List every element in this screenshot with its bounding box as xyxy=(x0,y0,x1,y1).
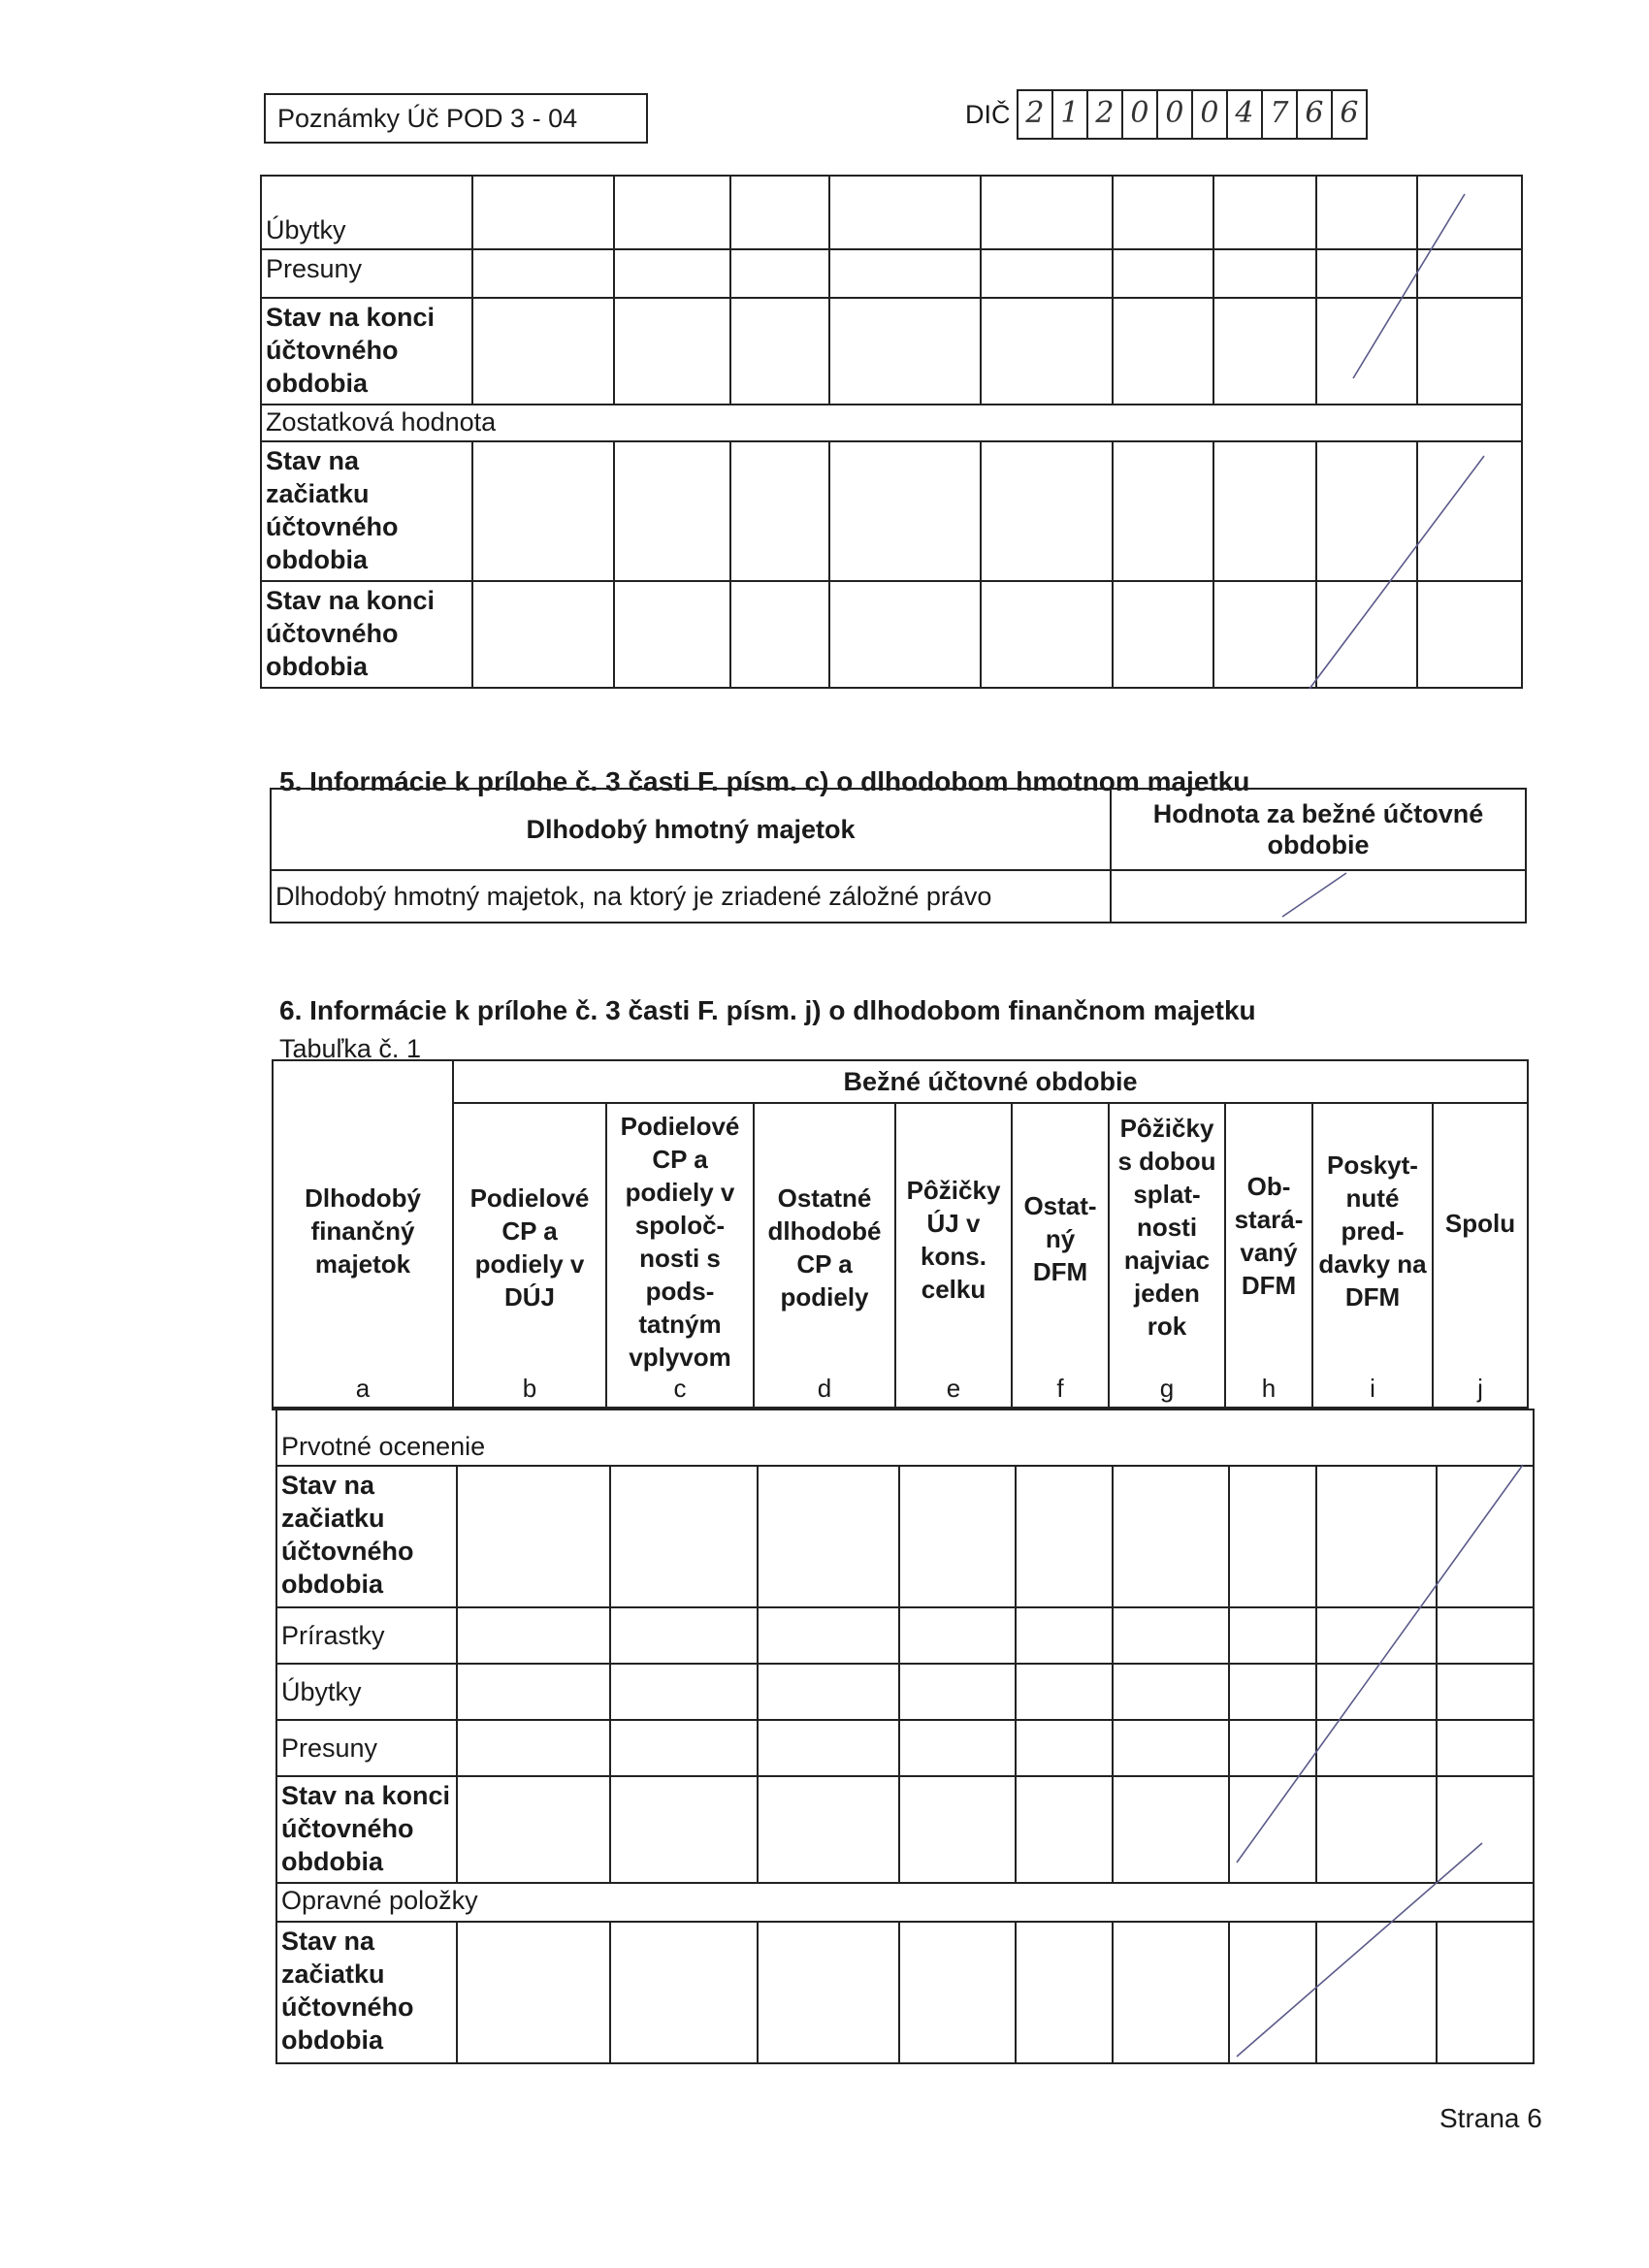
row-label: Opravné položky xyxy=(276,1883,1534,1922)
dic-digit: 0 xyxy=(1191,89,1228,140)
dic-digit: 6 xyxy=(1331,89,1368,140)
dic-digit: 6 xyxy=(1296,89,1333,140)
row-label: Stav na začiatku účtovného obdobia xyxy=(261,441,472,581)
section5-row-label: Dlhodobý hmotný majetok, na ktorý je zriadené záložné právo xyxy=(271,870,1111,923)
row-label: Prvotné ocenenie xyxy=(276,1409,1534,1466)
row-label: Stav na konci účtovného obdobia xyxy=(276,1776,457,1883)
row-label: Úbytky xyxy=(261,176,472,249)
row-label: Presuny xyxy=(261,249,472,298)
col-header: Dlhodobý finančný majetok a xyxy=(274,1061,454,1409)
dic-digit: 0 xyxy=(1121,89,1158,140)
col-header: Podielové CP a podiely v spoloč- nosti s pods- tatným vplyvom c xyxy=(607,1104,755,1409)
row-label: Stav na začiatku účtovného obdobia xyxy=(276,1922,457,2063)
col-header: Spolu j xyxy=(1434,1104,1527,1409)
col-header: Ostatné dlhodobé CP a podiely d xyxy=(755,1104,896,1409)
row-label: Stav na konci účtovného obdobia xyxy=(261,298,472,405)
dic-digit: 0 xyxy=(1156,89,1193,140)
dic-label: DIČ xyxy=(965,99,1011,129)
dic-digit: 2 xyxy=(1086,89,1123,140)
section5-col1-header: Dlhodobý hmotný majetok xyxy=(271,789,1111,870)
dic-digit: 1 xyxy=(1051,89,1088,140)
dic-digit: 2 xyxy=(1017,89,1053,140)
row-label: Úbytky xyxy=(276,1664,457,1720)
period-header: Bežné účtovné obdobie xyxy=(454,1061,1527,1104)
dic-digit: 4 xyxy=(1226,89,1263,140)
col-header: Podielové CP a podiely v DÚJ b xyxy=(454,1104,607,1409)
col-header: Pôžičky s dobou splat- nosti najviac jeden rok g xyxy=(1110,1104,1226,1409)
col-header: Pôžičky ÚJ v kons. celku e xyxy=(896,1104,1013,1409)
col-header: Ostat- ný DFM f xyxy=(1013,1104,1110,1409)
col-header: Poskyt- nuté pred- davky na DFM i xyxy=(1313,1104,1434,1409)
row-label: Zostatková hodnota xyxy=(261,405,1522,441)
section5-title: 5. Informácie k prílohe č. 3 časti F. písm. c) o dlhodobom hmotnom majetku xyxy=(279,766,1250,796)
table-caption: Tabuľka č. 1 xyxy=(279,1034,421,1063)
section5-col2-header: Hodnota za bežné účtovné obdobie xyxy=(1111,789,1526,870)
form-label: Poznámky Úč POD 3 - 04 xyxy=(277,104,578,133)
row-label: Stav na začiatku účtovného obdobia xyxy=(276,1466,457,1607)
page-number: Strana 6 xyxy=(1439,2103,1542,2133)
row-label: Presuny xyxy=(276,1720,457,1776)
row-label: Stav na konci účtovného obdobia xyxy=(261,581,472,688)
section6-title: 6. Informácie k prílohe č. 3 časti F. písm. j) o dlhodobom finančnom majetku xyxy=(279,995,1256,1025)
dic-digit: 7 xyxy=(1261,89,1298,140)
row-label: Prírastky xyxy=(276,1607,457,1664)
col-header: Ob- stará- vaný DFM h xyxy=(1226,1104,1313,1409)
